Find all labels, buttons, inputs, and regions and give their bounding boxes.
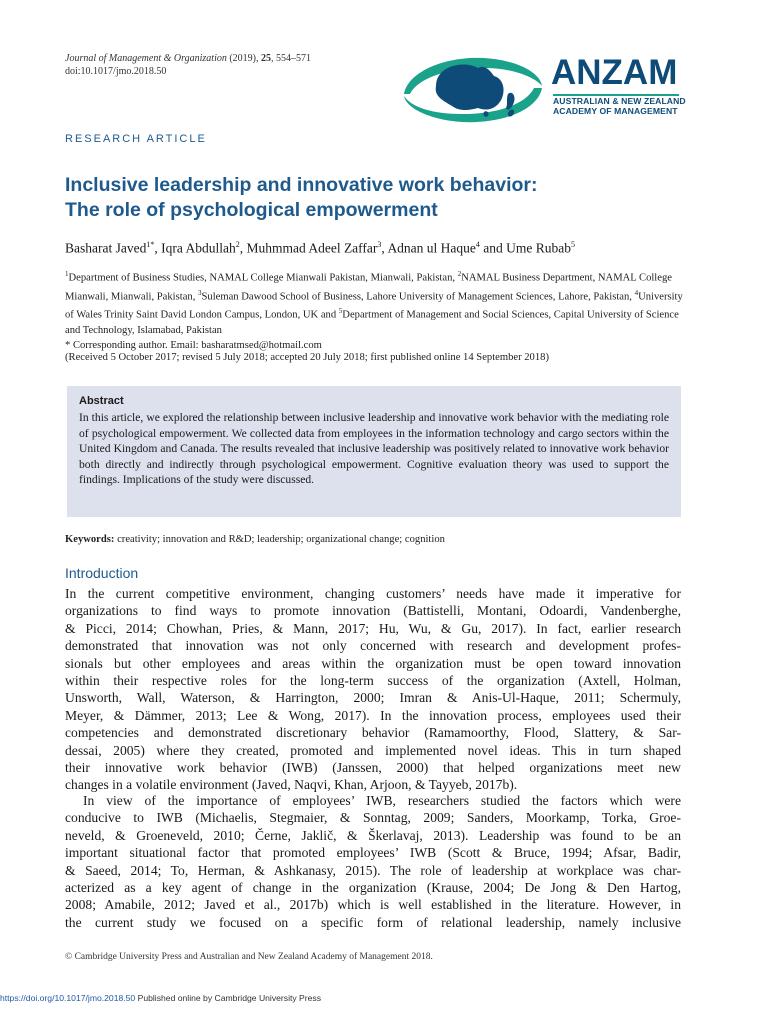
introduction-heading: Introduction bbox=[65, 565, 139, 581]
text-line: demonstrated that innovation was not only concerned with research and development profes- bbox=[65, 638, 681, 654]
affil-sup: 4 bbox=[634, 288, 639, 297]
anzam-subtitle-line1: AUSTRALIAN & NEW ZEALAND bbox=[553, 96, 686, 106]
copyright-notice: © Cambridge University Press and Australian and New Zealand Academy of Management 2018. bbox=[65, 952, 433, 962]
text-line: In view of the importance of employees’ IWB, researchers studied the factors which were bbox=[83, 793, 681, 808]
doi-link[interactable]: https://doi.org/10.1017/jmo.2018.50 bbox=[0, 993, 136, 1003]
text-line: their innovative work behavior (IWB) (Janssen, 2000) that helped organizations meet new bbox=[65, 759, 681, 775]
affiliation-2: NAMAL Business Department, NAMAL College Mianwali, Mianwali, Pakistan, bbox=[65, 272, 672, 303]
affiliations bbox=[65, 267, 685, 353]
text-line: important situational factor that promoted employees’ IWB (Scott & Bruce, 1994; Afsar, Badir, bbox=[65, 845, 681, 861]
article-type-label: RESEARCH ARTICLE bbox=[65, 133, 207, 145]
text-line: & Picci, 2014; Chowhan, Pries, & Mann, 2017; Hu, Wu, & Gu, 2017). In fact, earlier research bbox=[65, 620, 681, 636]
author-sup: 4 bbox=[475, 240, 480, 249]
text-line: acterized as a key agent of change in the organization (Krause, 2004; De Jong & Den Hartog, bbox=[65, 879, 681, 895]
affiliation-4: University of Wales Trinity Saint David London Campus, London, UK and bbox=[65, 291, 683, 321]
affiliation-3: Suleman Dawood School of Business, Lahore University of Management Sciences, Lahore, Pakistan, bbox=[201, 291, 635, 303]
affil-sup: 3 bbox=[198, 288, 202, 297]
author-list: Basharat Javed$^{1*}$, Iqra Abdullah$^2$, Muhmmad Adeel Zaffar$^3$, Adnan ul Haque$^4$ and Ume Rubab$^5$ bbox=[65, 240, 576, 256]
text-line: Unsworth, Wall, Waterson, & Harrington, 2000; Imran & Anis-Ul-Haque, 2011; Schermuly, bbox=[65, 690, 681, 706]
author-sup: 5 bbox=[571, 240, 576, 249]
journal-volume: 25 bbox=[261, 53, 272, 64]
text-line: conducive to IWB (Michaelis, Stegmaier, & Sonntag, 2009; Sanders, Moorkamp, Torka, Groe- bbox=[65, 810, 681, 826]
affil-sup: 5 bbox=[338, 307, 343, 316]
affiliation-1: Department of Business Studies, NAMAL College Mianwali Pakistan, Mianwali, Pakistan, bbox=[68, 272, 458, 284]
globe-logo-icon bbox=[398, 50, 548, 130]
text-line: changes in a volatile environment (Javed, Naqvi, Khan, Arjoon, & Tayyeb, 2017b). bbox=[65, 777, 518, 793]
author-name: Iqra Abdullah bbox=[161, 240, 236, 256]
anzam-logo bbox=[398, 50, 688, 130]
text-line: dessai, 2005) where they created, promoted and implemented novel ideas. This in turn shaped bbox=[65, 742, 681, 758]
journal-citation bbox=[65, 52, 311, 78]
author-name: Muhmmad Adeel Zaffar bbox=[246, 240, 378, 256]
journal-doi: doi:10.1017/jmo.2018.50 bbox=[65, 66, 167, 77]
journal-name: Journal of Management & Organization bbox=[65, 53, 227, 64]
intro-paragraph-1 bbox=[65, 585, 681, 794]
received-dates: (Received 5 October 2017; revised 5 July 2018; accepted 20 July 2018; first published online 14 September 2018) bbox=[65, 352, 549, 363]
author-sup: 3 bbox=[377, 240, 382, 249]
anzam-subtitle bbox=[553, 97, 686, 116]
keywords bbox=[65, 534, 445, 545]
affiliation-5: Department of Management and Social Sciences, Capital University of Science and Technology, Islamabad, Pakistan bbox=[65, 309, 679, 336]
title-line-1: Inclusive leadership and innovative work behavior: bbox=[65, 174, 538, 196]
intro-paragraph-2 bbox=[65, 792, 681, 931]
corresponding-author: * Corresponding author. Email: basharatmsed@hotmail.com bbox=[65, 339, 322, 351]
text-line: within their respective roles for the long-term success of the organization (Axtell, Holman, bbox=[65, 672, 681, 688]
author-name: Ume Rubab bbox=[506, 240, 572, 256]
affil-sup: 2 bbox=[457, 270, 462, 278]
author-name: Basharat Javed bbox=[65, 240, 147, 256]
keywords-label: Keywords: bbox=[65, 534, 115, 545]
abstract-heading: Abstract bbox=[79, 395, 124, 407]
text-line: neveld, & Groeneveld, 2010; Černe, Jaklič, & Škerlavaj, 2013). Leadership was found to be an bbox=[65, 827, 681, 843]
page-footer bbox=[0, 993, 321, 1003]
published-note: Published online by Cambridge University Press bbox=[135, 993, 322, 1003]
text-line: the current study we focused on a specific form of relational leadership, namely inclusive bbox=[65, 914, 681, 930]
text-line: Meyer, & Dämmer, 2013; Lee & Wong, 2017). In the innovation process, employees used their bbox=[65, 707, 681, 723]
article-title bbox=[65, 173, 537, 223]
author-sup: 1* bbox=[146, 240, 155, 249]
anzam-subtitle-line2: ACADEMY OF MANAGEMENT bbox=[553, 105, 678, 116]
text-line: & Saeed, 2014; To, Herman, & Ashkanasy, 2015). The role of leadership at workplace was char- bbox=[65, 862, 681, 878]
author-name: Adnan ul Haque bbox=[387, 240, 476, 256]
journal-year: (2019), bbox=[226, 53, 262, 64]
text-line: In the current competitive environment, changing customers’ needs have made it imperative for bbox=[65, 586, 681, 601]
abstract-text: In this article, we explored the relationship between inclusive leadership and innovative work behavior with the mediating role of psychological empowerment. We collected data from employees in the information technology and cargo sectors within the United Kingdom and Canada. The results revealed that inclusive leadership was positively related to innovative work behavior both directly and indirectly through psychological empowerment. Cognitive evaluation theory was used to support the findings. Implications of the study were discussed. bbox=[79, 411, 669, 487]
text-line: 2008; Amabile, 2012; Javed et al., 2017b) which is well established in the literature. However, in bbox=[65, 897, 681, 913]
author-sup: 2 bbox=[235, 240, 240, 249]
anzam-wordmark: ANZAM bbox=[551, 53, 678, 92]
abstract-box bbox=[67, 386, 681, 517]
text-line: competencies and demonstrated discretionary behavior (Ramamoorthy, Flood, Slattery, & Sar- bbox=[65, 725, 681, 741]
title-line-2: The role of psychological empowerment bbox=[65, 199, 438, 221]
text-line: organizations to find ways to promote innovation (Battistelli, Montani, Odoardi, Vandenberghe, bbox=[65, 603, 681, 619]
journal-pages: , 554–571 bbox=[271, 53, 312, 64]
affil-sup: 1 bbox=[65, 270, 69, 278]
text-line: sionals but other employees and areas within the organization must be open toward innovation bbox=[65, 655, 681, 671]
keywords-text: creativity; innovation and R&D; leadership; organizational change; cognition bbox=[114, 534, 445, 545]
